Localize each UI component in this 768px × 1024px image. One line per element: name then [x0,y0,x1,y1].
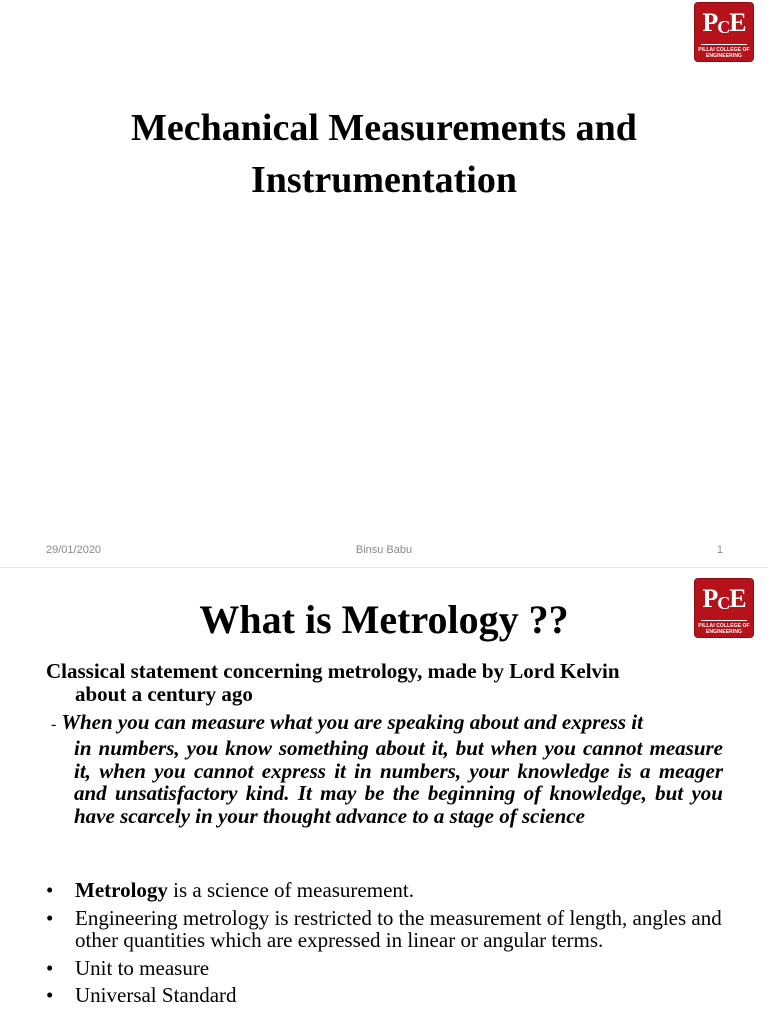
bullet-item [46,879,726,902]
slide-2 [0,568,768,1024]
footer-page-number: 1 [716,544,723,556]
lead-line-1: Classical statement concerning metrology, made by Lord Kelvin [46,659,620,683]
bullet-text: Universal Standard [75,983,237,1007]
bullet-text: Unit to measure [75,955,210,980]
college-logo [694,2,754,62]
quote-first-line: When you can measure what you are speaking about and express it [61,710,643,734]
quote-text: in numbers, you know something about it, but when you cannot measure it, when you cannot express it in numbers, your knowledge is a meager and unsatisfactory kind. It may be the beginning of knowledge, but you have scarcely in your thought advance to a stage of science [74,735,723,829]
bullet-dot: • [46,878,54,902]
quote-dash: - [51,716,57,733]
logo-subtext-2: ENGINEERING [705,629,743,635]
logo-subtext-2: ENGINEERING [705,53,743,59]
bullet-item [46,907,726,952]
title-line-1: Mechanical Measurements and [131,107,637,149]
title-line-2: Instrumentation [250,159,518,201]
logo-mark: PCE [702,584,746,613]
logo-subtext-1: PILLAI COLLEGE OF [698,47,750,53]
footer-date: 29/01/2020 [46,544,102,556]
bullet-text: is a science of measurement. [167,878,414,902]
logo-mark: PCE [702,8,746,37]
slide-title [60,102,708,206]
bullet-item [46,957,726,980]
bullet-item [46,984,726,1007]
bullet-dot: • [46,905,54,930]
kelvin-quote [51,711,723,828]
bullet-text: Engineering metrology is restricted to the measurement of length, angles and other quantities which are expressed in linear or angular terms. [75,905,722,952]
bullet-term: Metrology [75,878,168,902]
logo-subtext-1: PILLAI COLLEGE OF [698,623,750,629]
lead-line-2: about a century ago [75,682,253,706]
bullet-list [46,879,726,1012]
bullet-dot: • [46,955,54,980]
lead-statement [46,660,726,706]
footer-author: Binsu Babu [355,544,413,556]
slide-title: What is Metrology ?? [199,597,569,642]
bullet-dot: • [46,983,54,1007]
